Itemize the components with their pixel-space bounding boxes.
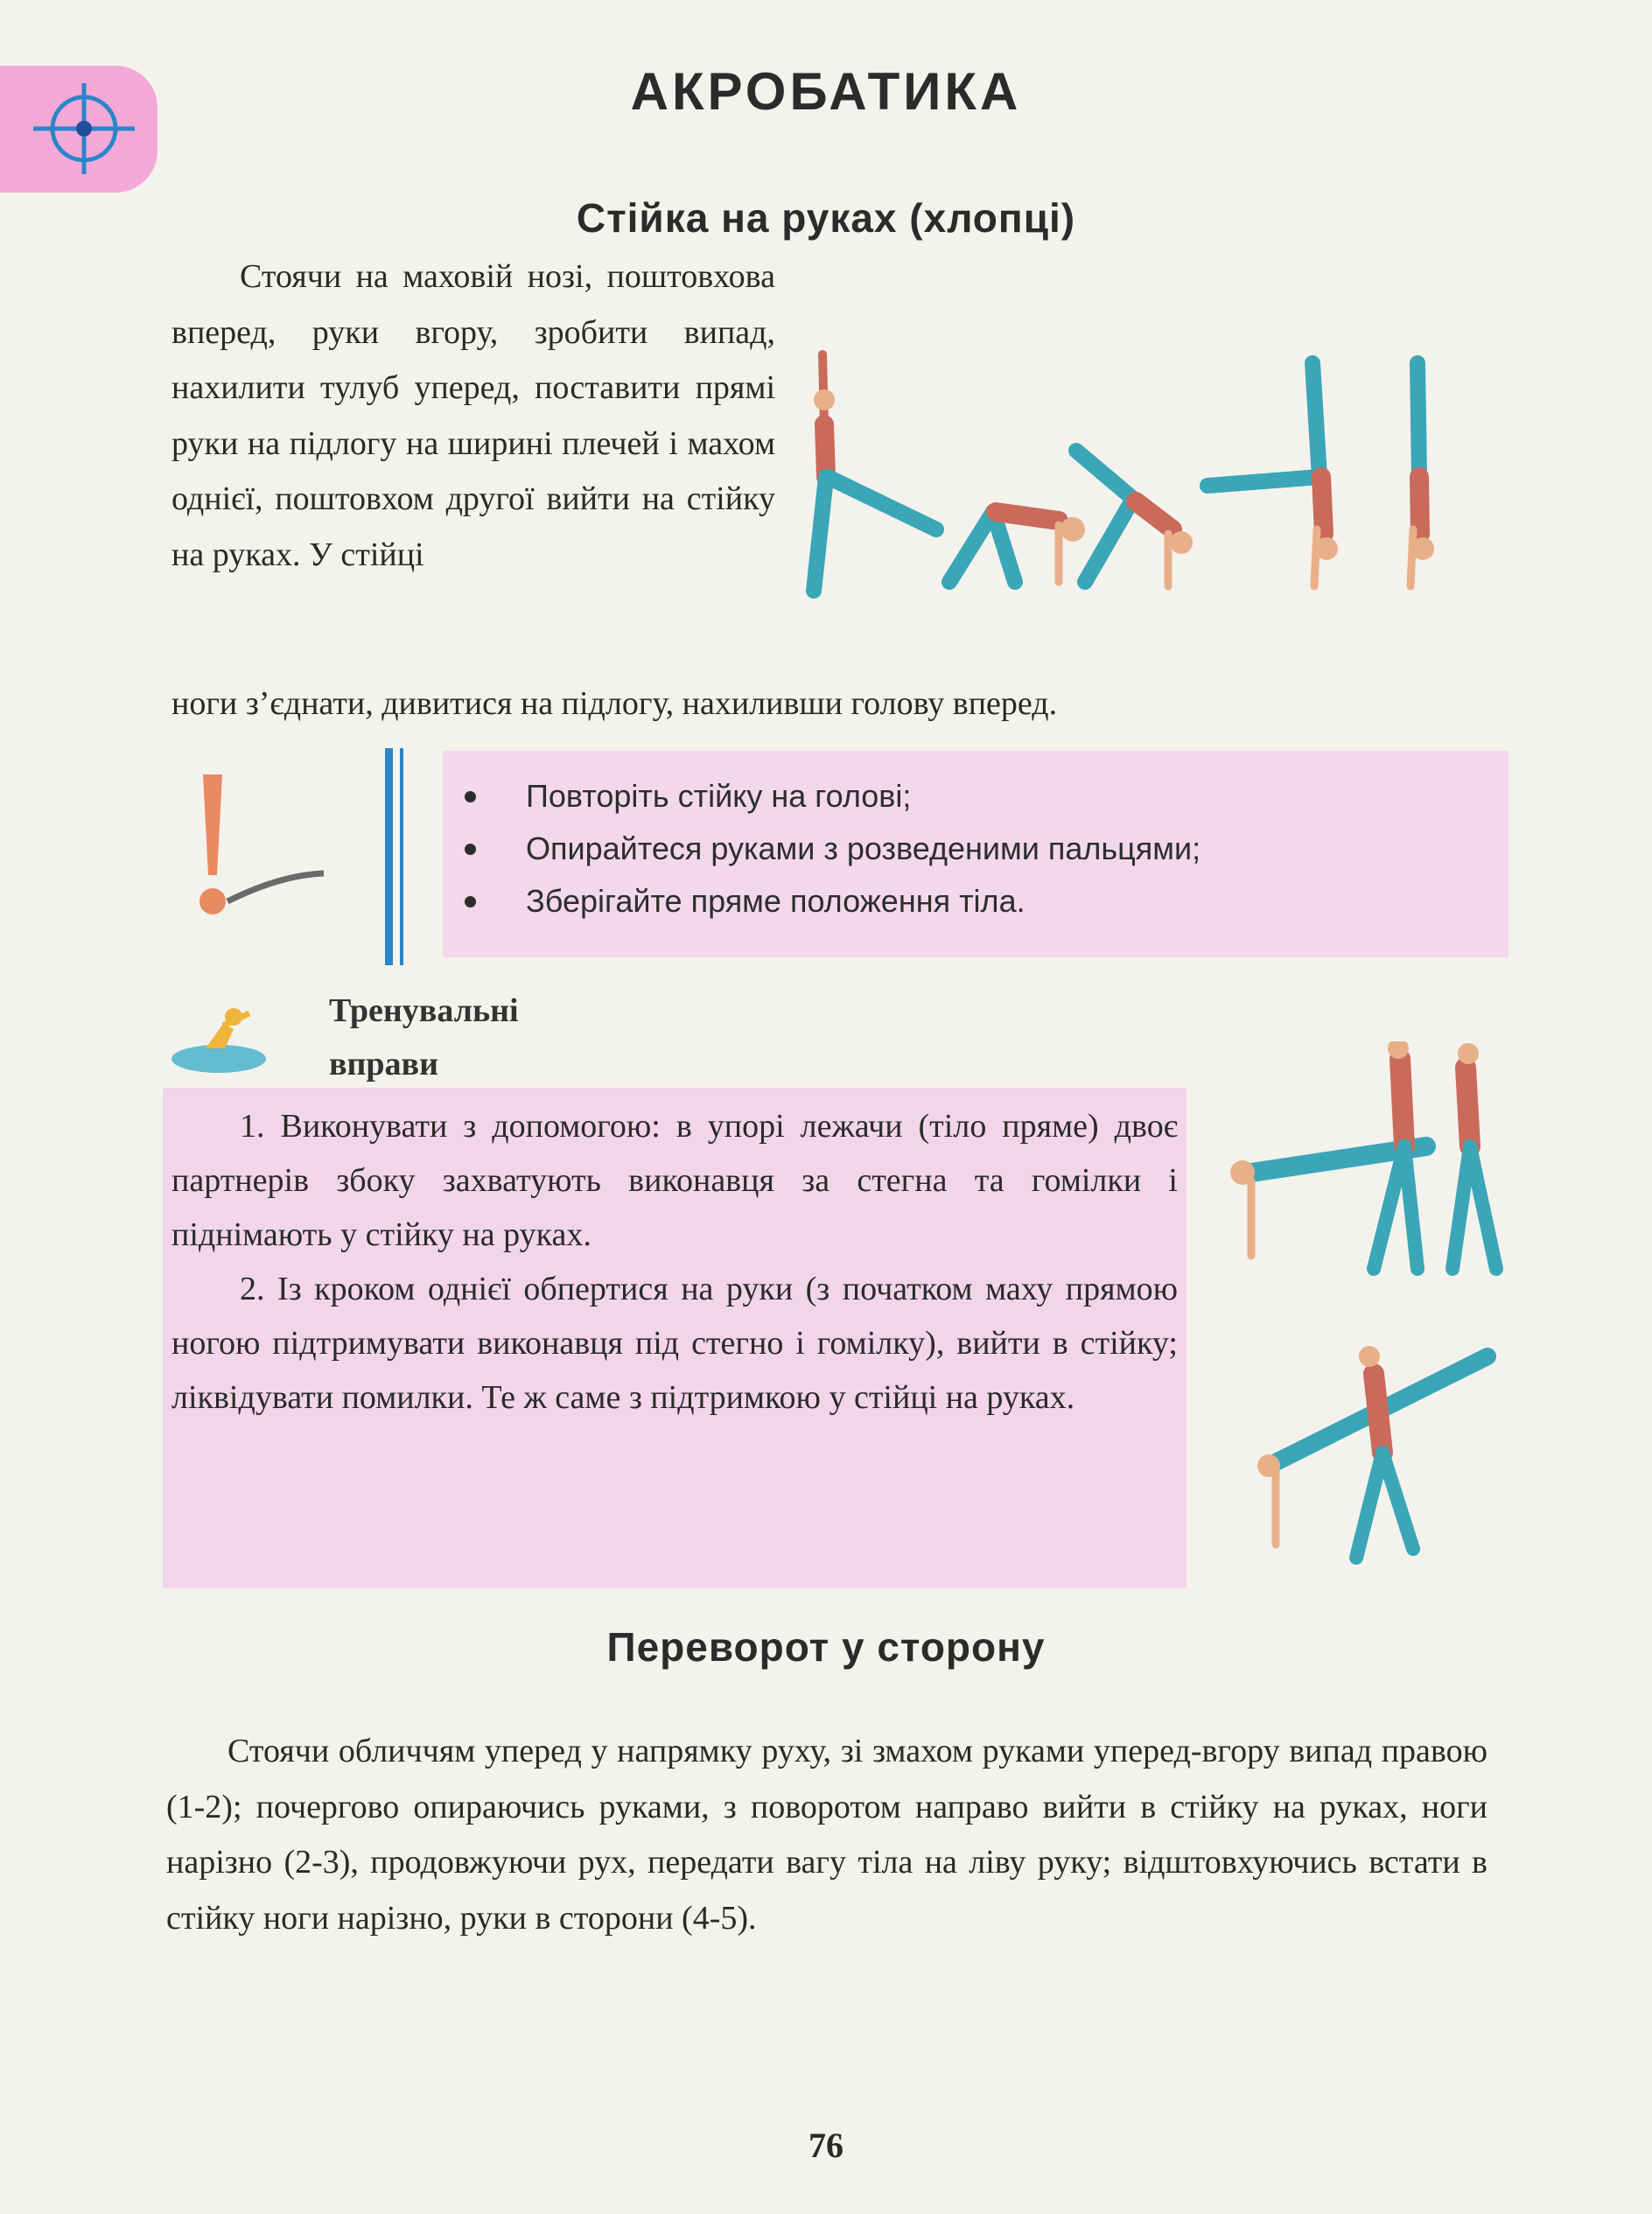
- training-title-line2: вправи: [329, 1046, 438, 1082]
- note-divider-thin: [400, 748, 403, 965]
- exercise-1: 1. Виконувати з допомогою: в упорі лежачи (тіло пряме) двоє партнерів збоку захватують виконавця за стегна та гомілки і піднімають у стійку на руках.: [172, 1108, 1178, 1253]
- partner-assist-illustration-1: [1225, 1041, 1522, 1295]
- exclamation-icon: [184, 770, 332, 928]
- page-number: 76: [808, 2126, 844, 2165]
- training-title: [329, 984, 519, 1091]
- handstand-paragraph-end: ноги з’єднати, дивитися на підлогу, нахиливши голову вперед.: [172, 685, 1058, 722]
- exercises-box: [163, 1088, 1186, 1588]
- note-divider: [385, 748, 393, 965]
- handstand-sequence-illustration: [796, 346, 1479, 608]
- handstand-paragraph: Стоячи на маховій нозі, поштовхова вперед, руки вгору, зробити випад, нахилити тулуб уперед, поставити прямі руки на підлогу на ширині плечей і махом однієї, поштовхом другої вийти на стійку на руках. У стійці: [172, 258, 775, 573]
- tips-box: [443, 751, 1508, 957]
- partner-assist-illustration-2: [1251, 1321, 1522, 1575]
- section-heading-cartwheel: Переворот у сторону: [606, 1624, 1046, 1670]
- section-heading-handstand: Стійка на руках (хлопці): [576, 195, 1076, 241]
- tip-item: Повторіть стійку на голові;: [526, 770, 1200, 823]
- tip-item: Опирайтеся руками з розведеними пальцями;: [526, 823, 1200, 875]
- tips-list: [526, 770, 1200, 928]
- page-title: АКРОБАТИКА: [630, 62, 1022, 121]
- cartwheel-paragraph: Стоячи обличчям уперед у напрямку руху, зі змахом руками уперед-вгору випад правою (1-2); почергово опираючись руками, з поворотом направо вийти в стійку на руках, ноги нарізно (2-3), продовжуючи рух, передати вагу тіла на ліву руку; відштовхуючись встати в стійку ноги нарізно, руки в сторони (4-5).: [166, 1733, 1488, 1937]
- tip-item: Зберігайте пряме положення тіла.: [526, 875, 1200, 928]
- runner-icon: [171, 998, 276, 1076]
- exercise-2: 2. Із кроком однієї обпертися на руки (з початком маху прямою ногою підтримувати виконавця під стегно і гомілку), вийти в стійку; ліквідувати помилки. Те ж саме з підтримкою у стійці на руках.: [172, 1271, 1178, 1416]
- training-title-line1: Тренувальні: [329, 992, 519, 1029]
